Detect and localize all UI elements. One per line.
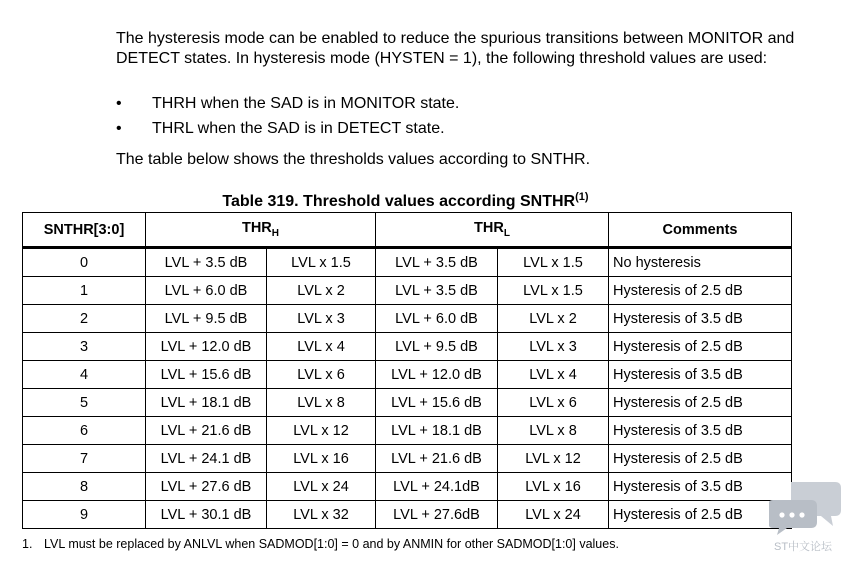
cell-snthr: 6 [23,417,146,445]
header-thrl-main: THR [474,220,504,236]
table-row [23,445,792,473]
cell-thrh-db: LVL + 3.5 dB [146,248,267,277]
cell-thrl-db: LVL + 12.0 dB [376,361,498,389]
cell-thrl-linear: LVL x 24 [498,501,609,529]
cell-thrh-db: LVL + 12.0 dB [146,333,267,361]
cell-thrl-linear: LVL x 8 [498,417,609,445]
cell-thrh-db: LVL + 24.1 dB [146,445,267,473]
cell-thrh-linear: LVL x 6 [267,361,376,389]
header-thrl [376,213,609,248]
cell-thrh-linear: LVL x 16 [267,445,376,473]
cell-snthr: 2 [23,305,146,333]
summary-paragraph: The table below shows the thresholds values according to SNTHR. [116,151,591,168]
footnote-text: LVL must be replaced by ANLVL when SADMOD[1:0] = 0 and by ANMIN for other SADMOD[1:0] values. [44,537,619,551]
cell-thrh-db: LVL + 6.0 dB [146,277,267,305]
table-caption [0,186,811,213]
cell-thrl-linear: LVL x 1.5 [498,248,609,277]
cell-thrh-linear: LVL x 32 [267,501,376,529]
cell-snthr: 3 [23,333,146,361]
threshold-table [22,212,792,529]
cell-comment: Hysteresis of 3.5 dB [609,305,792,333]
cell-snthr: 9 [23,501,146,529]
cell-thrl-linear: LVL x 6 [498,389,609,417]
table-caption-footnote-ref: (1) [575,191,589,203]
cell-thrl-linear: LVL x 2 [498,305,609,333]
header-thrh-sub: H [271,228,280,239]
bullet-dot: • [116,95,122,112]
cell-thrl-linear: LVL x 12 [498,445,609,473]
table-footnote [22,537,619,551]
forum-watermark [769,478,844,558]
cell-comment: Hysteresis of 2.5 dB [609,501,792,529]
cell-thrh-db: LVL + 21.6 dB [146,417,267,445]
cell-thrh-db: LVL + 30.1 dB [146,501,267,529]
bullet-text: THRL when the SAD is in DETECT state. [152,120,445,137]
header-thrl-sub: L [503,228,510,239]
table-row [23,333,792,361]
header-thrh-main: THR [241,220,272,236]
cell-thrh-linear: LVL x 8 [267,389,376,417]
cell-thrl-db: LVL + 18.1 dB [376,417,498,445]
table-row [23,417,792,445]
intro-paragraph: The hysteresis mode can be enabled to reduce the spurious transitions between MONITOR and DETECT states. In hysteresis mode (HYSTEN = 1), the following threshold values are used: [116,30,795,67]
cell-thrl-db: LVL + 24.1dB [376,473,498,501]
cell-thrh-linear: LVL x 24 [267,473,376,501]
table-row [23,248,792,277]
table-row [23,305,792,333]
cell-thrl-db: LVL + 3.5 dB [376,248,498,277]
bullet-text: THRH when the SAD is in MONITOR state. [152,95,460,112]
cell-snthr: 0 [23,248,146,277]
cell-thrl-db: LVL + 27.6dB [376,501,498,529]
cell-snthr: 7 [23,445,146,473]
cell-comment: Hysteresis of 2.5 dB [609,277,792,305]
cell-thrh-linear: LVL x 4 [267,333,376,361]
bullet-dot: • [116,120,122,137]
table-row [23,277,792,305]
cell-thrh-db: LVL + 9.5 dB [146,305,267,333]
header-snthr: SNTHR[3:0] [23,213,146,248]
cell-thrl-linear: LVL x 3 [498,333,609,361]
cell-snthr: 8 [23,473,146,501]
cell-snthr: 1 [23,277,146,305]
cell-comment: Hysteresis of 2.5 dB [609,389,792,417]
table-header-row [23,213,792,248]
cell-thrl-db: LVL + 21.6 dB [376,445,498,473]
cell-thrl-linear: LVL x 16 [498,473,609,501]
table-row [23,389,792,417]
cell-thrh-linear: LVL x 1.5 [267,248,376,277]
table-row [23,473,792,501]
cell-thrl-db: LVL + 6.0 dB [376,305,498,333]
cell-thrh-linear: LVL x 12 [267,417,376,445]
table-row [23,361,792,389]
cell-comment: Hysteresis of 3.5 dB [609,473,792,501]
chat-bubbles-icon [769,478,844,536]
table-caption-text: Table 319. Threshold values according SNTHR [222,193,576,210]
cell-snthr: 4 [23,361,146,389]
table-row [23,501,792,529]
footnote-number: 1. [22,537,33,551]
cell-thrl-db: LVL + 3.5 dB [376,277,498,305]
header-comments: Comments [609,213,792,248]
cell-thrl-linear: LVL x 4 [498,361,609,389]
cell-thrh-linear: LVL x 2 [267,277,376,305]
cell-thrh-db: LVL + 18.1 dB [146,389,267,417]
cell-thrl-db: LVL + 9.5 dB [376,333,498,361]
cell-comment: No hysteresis [609,248,792,277]
header-thrh [146,213,376,248]
watermark-text: ST中文论坛 [774,541,833,553]
cell-thrl-db: LVL + 15.6 dB [376,389,498,417]
cell-comment: Hysteresis of 3.5 dB [609,361,792,389]
cell-thrh-linear: LVL x 3 [267,305,376,333]
cell-snthr: 5 [23,389,146,417]
cell-thrh-db: LVL + 15.6 dB [146,361,267,389]
cell-thrl-linear: LVL x 1.5 [498,277,609,305]
cell-comment: Hysteresis of 2.5 dB [609,333,792,361]
cell-thrh-db: LVL + 27.6 dB [146,473,267,501]
cell-comment: Hysteresis of 2.5 dB [609,445,792,473]
cell-comment: Hysteresis of 3.5 dB [609,417,792,445]
